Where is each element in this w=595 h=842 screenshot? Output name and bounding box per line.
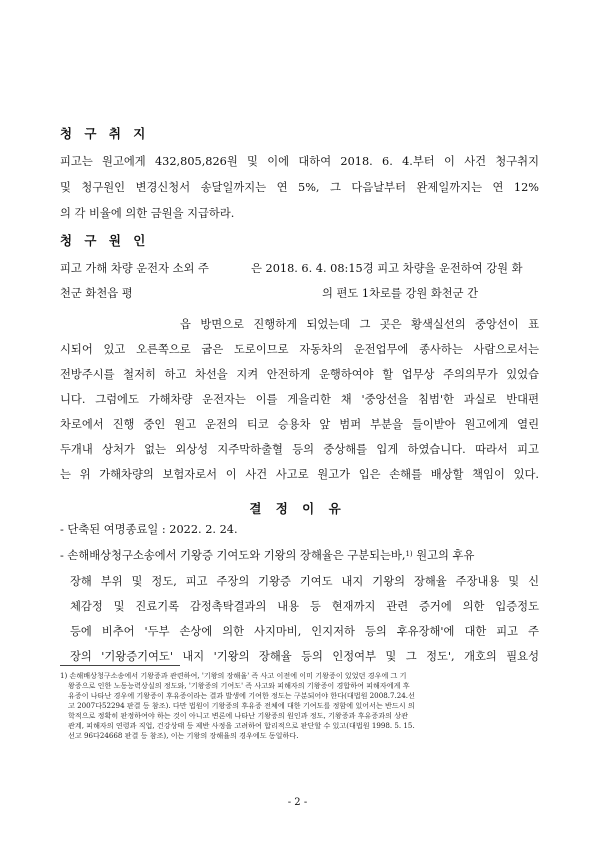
reason-item-2-line-2: 장해 부위 및 정도, 피고 주장의 기왕증 기여도 내지 기왕의 장해율 주장내용 및 신 [70, 575, 539, 588]
reason-item-2-text-a: - 손해배상청구소송에서 기왕증 기여도와 기왕의 장해율은 구분되는바, [60, 549, 406, 562]
cause-line-1b: 은 2018. 6. 4. 08:15경 피고 차량을 운전하여 강원 화 [251, 262, 523, 275]
footnote-line-4: 고 2007다52294 판결 등 참조). 다만 법원이 기왕증의 후유증 전체에 대한 기여도를 정함에 있어서는 반드시 의 [68, 701, 415, 710]
page-number: - 2 - [287, 797, 308, 808]
reason-item-2-line-4: 등에 비추어 '두부 손상에 의한 사지마비, 인지저하 등의 후유장해'에 대한 피고 주 [70, 625, 539, 638]
cause-line-1a: 피고 가해 차량 운전자 소외 주 [60, 262, 209, 275]
reason-item-1: - 단축된 여명종료일 : 2022. 2. 24. [60, 523, 238, 536]
footnote-ref[interactable]: 1) [405, 550, 413, 558]
cause-line-6: 니다. 그럼에도 가해차량 운전자는 이를 게을리한 채 '중앙선을 침범'한 과실로 반대편 [60, 393, 539, 406]
claim-line-1: 피고는 원고에게 432,805,826원 및 이에 대하여 2018. 6. 4.부터 이 사건 청구취지 [60, 155, 539, 168]
claim-heading: 청 구 취 지 [60, 126, 150, 141]
cause-line-5: 전방주시를 철저히 하고 차선을 지켜 안전하게 운행하여야 할 업무상 주의의무가 있었습 [60, 368, 539, 381]
cause-line-4: 시되어 있고 오른쪽으로 굽은 도로이므로 자동차의 운전업무에 종사하는 사람으로서는 [60, 343, 539, 356]
footnote-line-5: 학적으로 정확히 판정하여야 하는 것이 아니고 변론에 나타난 기왕증의 원인과 정도, 기왕증과 후유증과의 상관 [68, 711, 408, 720]
footnote-line-6: 관계, 피해자의 연령과 직업, 건강상태 등 제반 사정을 고려하여 합리적으로 판단할 수 있고(대법원 1998. 5. 15. [68, 721, 415, 730]
cause-line-2a: 천군 화천읍 평 [60, 287, 133, 300]
cause-line-3: 읍 방면으로 진행하게 되었는데 그 곳은 황색실선의 중앙선이 표 [180, 318, 539, 331]
cause-heading: 청 구 원 인 [60, 233, 150, 248]
claim-line-2: 및 청구원인 변경신청서 송달일까지는 연 5%, 그 다음날부터 완제일까지는 연 12% [60, 181, 539, 194]
reason-item-2-line-1 [60, 549, 539, 563]
reason-heading: 결 정 이 유 [249, 501, 346, 516]
footnote-line-2: 왕증으로 인한 노동능력상실의 정도와, '기왕증의 기여도' 즉 사고와 피해자의 기왕증이 경합하여 피해자에게 후 [68, 681, 410, 690]
footnote-line-3: 유증이 나타난 경우에 기왕증이 후유증이라는 결과 발생에 기여한 정도는 구분되어야 한다(대법원 2008.7.24.선 [68, 691, 415, 700]
cause-line-2b: 의 편도 1차로를 강원 화천군 간 [322, 287, 479, 300]
cause-line-8: 두개내 상처가 없는 외상성 지주막하출혈 등의 중상해를 입게 하였습니다. 따라서 피고 [60, 443, 539, 456]
claim-line-3: 의 각 비율에 의한 금원을 지급하라. [60, 207, 235, 220]
reason-item-2-line-3: 체감정 및 진료기록 감정촉탁결과의 내용 등 현재까지 관련 증거에 의한 입증정도 [70, 600, 539, 613]
reason-item-2-text-b: 원고의 후유 [412, 549, 475, 562]
footnote-line-1: 1) 손해배상청구소송에서 기왕증과 관련하여, '기왕의 장해율' 즉 사고 이전에 이미 기왕증이 있었던 경우에 그 기 [60, 671, 407, 680]
reason-item-2-line-5: 장의 '기왕증기여도' 내지 '기왕의 장해율 등의 인정여부 및 그 정도', 개호의 필요성 [70, 650, 539, 663]
footnote-line-7: 선고 96다24668 판결 등 참조), 이는 기왕의 장해율의 경우에도 동일하다. [68, 731, 299, 740]
cause-line-7: 차로에서 진행 중인 원고 운전의 티코 승용차 앞 범퍼 부분을 들이받아 원고에게 열린 [60, 418, 539, 431]
cause-line-9: 는 위 가해차량의 보험자로서 이 사건 사고로 원고가 입은 손해를 배상할 책임이 있다. [60, 468, 539, 481]
footnote-divider [60, 665, 180, 666]
